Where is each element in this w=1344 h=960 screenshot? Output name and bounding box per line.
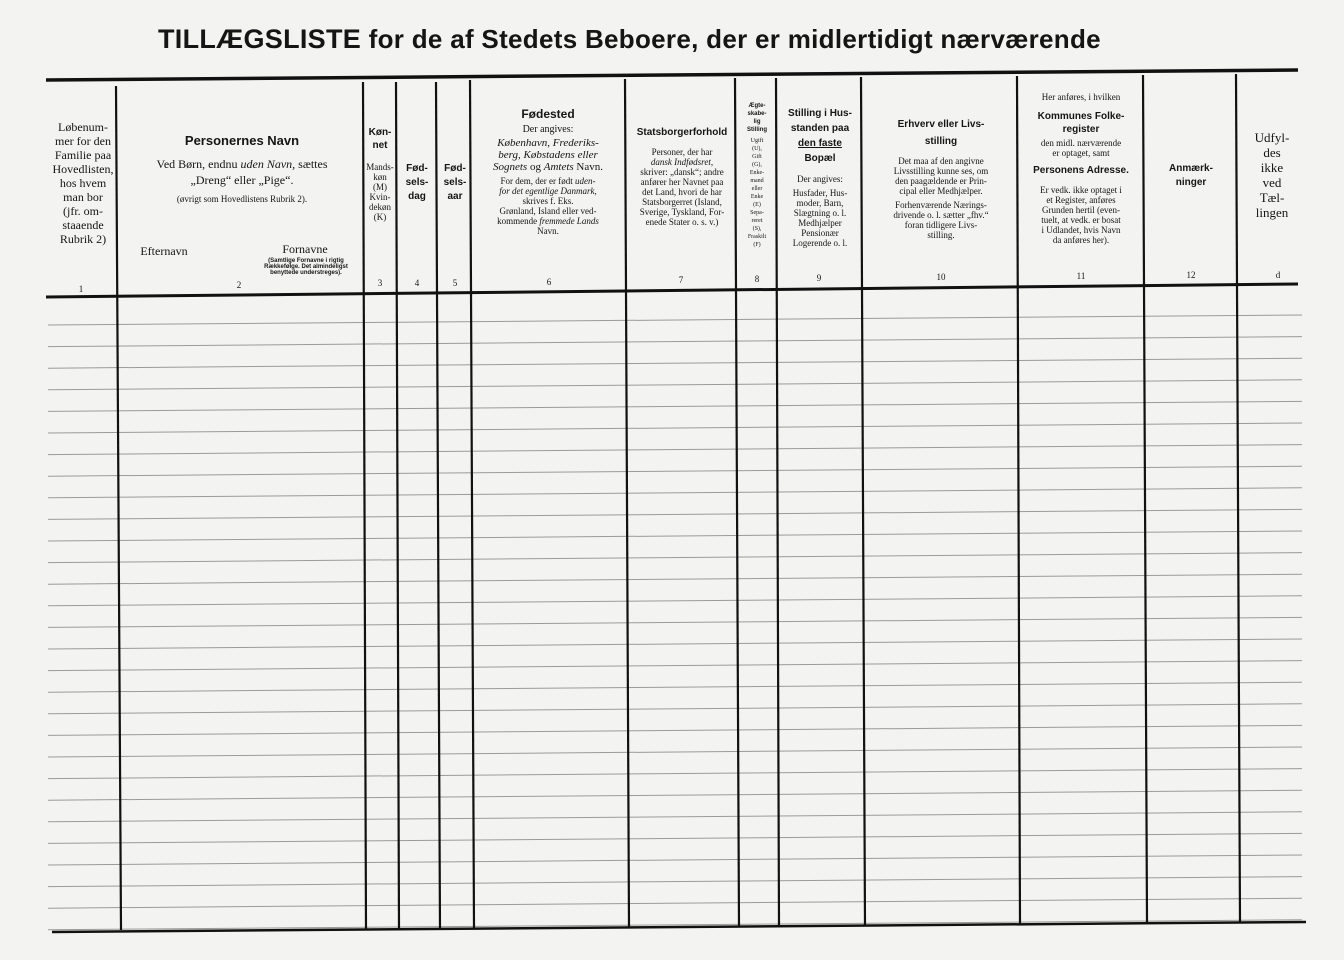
col2-text: sættes [295,157,328,171]
col2-note-line: Rækkefølge. Det almindeligst [264,264,348,270]
col-number: 7 [678,275,684,285]
entry-row-rule [48,682,1302,692]
col10-line: Det maa af den angivne [898,156,984,166]
col12-heading: Anmærk- [1169,163,1213,174]
entry-row-rule [48,380,1302,390]
col8-heading: skabe- [747,111,767,117]
col7-line: det Land, hvori de har [642,187,722,197]
col6-line: Navn. [537,226,559,236]
col-number: 9 [816,273,822,283]
entry-row-rule [48,855,1302,865]
col7-line: Sverige, Tyskland, For- [639,207,725,217]
row-rules [48,315,1302,930]
col6-text: uden- [574,176,596,186]
col8-line: reret [751,218,763,224]
col7-line: Personer, der har [651,147,713,157]
column-rule [396,82,399,930]
entry-row-rule [48,509,1302,519]
col4-header [398,162,436,204]
col2-note-line: benyttede understreges). [270,270,342,276]
col3-heading: net [372,140,388,151]
col10-header [864,116,1018,240]
col10-line: drivende o. l. sætter „fhv.“ [893,210,989,220]
col11-line: er optaget, samt [1052,148,1110,158]
entry-row-rule [48,747,1302,757]
col5-line: sels- [443,177,467,188]
col-number: 8 [754,274,760,284]
col2-line2: „Dreng“ eller „Pige“. [190,173,294,187]
col2-text: Ved Børn, endnu [156,157,241,171]
col11-line: i Udlandet, hvis Navn [1041,225,1121,235]
entry-row-rule [48,661,1302,671]
col5-line: aar [447,191,463,202]
col2-firstname-note [236,258,376,276]
col8-heading: Ægte- [748,103,766,109]
entry-row-rule [48,617,1302,627]
entry-row-rule [48,725,1302,735]
col8-line: (F) [753,242,761,248]
col1-line: Løbenum- [58,120,108,134]
col11-line: Er vedk. ikke optaget i [1040,185,1122,195]
col2-line1 [122,156,362,172]
col9-heading: standen paa [790,123,850,134]
col6-header [472,108,624,236]
col1-line: hos hvem [59,176,107,190]
col6-text: Amtets [543,161,574,173]
col9-heading: Bopæl [804,153,836,164]
col6-line: København, Frederiks- [497,137,599,149]
col-number: 6 [546,277,552,287]
entry-row-rule [48,769,1302,779]
col9-line: Der angives: [797,174,843,184]
col7-line: dansk Indfødsret, [650,157,714,167]
col9-line: Medhjælper [798,218,842,228]
col6-line [472,176,624,186]
col-number: d [1275,270,1281,280]
col1-line: Familie paa [54,148,112,162]
cold-header [1240,130,1304,220]
col3-header [364,126,396,222]
col9-line: Pensionær [801,228,839,238]
col2-surname-label: Efternavn [140,244,188,258]
col10-line: stilling. [927,230,955,240]
col6-line [472,161,624,173]
form-title-main: TILLÆGSLISTE [158,24,362,54]
col1-line: staaende [62,218,104,232]
col8-heading: lig [753,119,761,125]
col9-heading: Stilling i Hus- [788,108,852,119]
col9-heading: den faste [798,138,842,149]
entry-row-rule [48,812,1302,822]
col11-line: da anføres her). [1052,235,1110,245]
entry-row-rule [48,704,1302,714]
col10-line: Livsstilling kunne ses, om [893,166,989,176]
col6-line [472,216,624,226]
column-rule [1143,75,1147,922]
col6-heading: Fødested [521,107,575,121]
col10-heading: stilling [924,136,958,147]
col5-header [438,162,472,204]
entry-row-rule [48,790,1302,800]
col8-line: Sepa- [750,210,764,216]
col6-line: berg, Købstadens eller [498,149,598,161]
col6-line: skrives f. Eks. [522,196,574,206]
col11-heading: Personens Adresse. [1033,165,1129,176]
col8-line: Ugift [750,138,764,144]
col8-line: Fraskilt [747,234,767,240]
col-number: 11 [1076,271,1086,281]
entry-row-rule [48,596,1302,606]
entry-row-rule [48,877,1302,887]
col10-line: foran tidligere Livs- [904,220,978,230]
col10-line: Forhenværende Nærings- [895,200,987,210]
col-number: 4 [414,278,420,288]
entry-row-rule [48,401,1302,411]
col4-line: sels- [405,177,429,188]
column-rule [436,82,440,930]
entry-row-rule [48,639,1302,649]
col3-line: dekøn [369,202,391,212]
col8-line: (U), [752,146,762,152]
col2-header [122,134,362,204]
col8-line: eller [751,186,763,192]
entry-row-rule [48,445,1302,455]
col3-line: (K) [373,212,387,222]
entry-row-rule [48,920,1302,930]
col8-line: (E) [753,202,761,208]
col7-header [628,126,736,227]
col1-line: man bor [63,190,103,204]
col-number: 3 [377,278,383,288]
entry-row-rule [48,488,1302,498]
col7-line: anfører her Navnet paa [640,177,724,187]
col11-line: Her anføres, i hvilken [1041,92,1121,102]
entry-row-rule [48,833,1302,843]
col4-line: dag [408,191,426,202]
col-number: 5 [452,278,458,288]
form-title-rest: for de af Stedets Beboere, der er midlertidigt nærværende [368,24,1101,54]
col1-line: Rubrik 2) [59,232,107,246]
col9-line: Slægtning o. l. [793,208,847,218]
col3-heading: Køn- [368,127,392,138]
col6-text: Sognets [492,161,528,173]
entry-row-rule [48,531,1302,541]
col11-line: Grunden hertil (even- [1042,205,1120,215]
col8-heading: Stilling [747,127,767,133]
col9-header [778,106,862,248]
col-number: 2 [236,280,242,290]
col2-text: uden Navn, [240,157,296,171]
col3-line: Kvin- [369,192,391,202]
col6-text: kommende [497,216,540,226]
col8-line: Enke- [749,170,765,176]
col7-line: Statsborgerret (Island, [642,197,722,207]
entry-row-rule [48,423,1302,433]
col12-header [1146,162,1236,190]
col8-line: (S), [752,226,762,232]
col1-line: Hovedlisten, [52,162,114,176]
col-number: 1 [78,284,84,294]
col10-line: cipal eller Medhjælper. [899,186,983,196]
entry-row-rule [48,315,1302,325]
col3-line: Mands- [366,162,394,172]
entry-row-rule [48,898,1302,908]
entry-row-rule [48,553,1302,563]
col2-note-line: (Samtlige Fornavne i rigtig [268,258,344,264]
col1-header [46,120,120,246]
col2-firstname-label: Fornavne [282,242,328,256]
col6-line: Der angives: [522,124,574,135]
col6-text: og [527,161,544,173]
col2-heading: Personernes Navn [184,133,300,148]
col8-line: mand [750,178,764,184]
entry-row-rule [48,337,1302,347]
col1-line: (jfr. om- [63,204,103,218]
cold-line: Udfyl- [1254,130,1290,145]
col7-heading: Statsborgerforhold [636,127,728,138]
col12-heading: ninger [1175,177,1207,188]
col6-text: Navn. [573,161,603,173]
col2-line3: (øvrigt som Hovedlistens Rubrik 2). [176,194,308,204]
cold-line: Tæl- [1259,190,1285,205]
col11-heading: Kommunes Folke- [1037,111,1125,122]
col8-line: (G), [752,162,762,168]
entry-row-rule [48,466,1302,476]
col1-line: mer for den [55,134,111,148]
cold-line: ikke [1260,160,1284,175]
col3-line: køn [373,172,387,182]
col4-line: Fød- [406,163,428,174]
col9-line: Logerende o. l. [792,238,848,248]
col7-line: skriver: „dansk“; andre [640,167,724,177]
col6-text: fremmede Lands [539,216,599,226]
col10-line: den paagældende er Prin- [895,176,987,186]
col11-heading: register [1062,124,1100,135]
col9-line: moder, Barn, [796,198,844,208]
col11-line: et Register, anføres [1046,195,1116,205]
col11-line: tuelt, at vedk. er bosat [1041,215,1121,225]
cold-line: ved [1262,175,1282,190]
col10-heading: Erhverv eller Livs- [897,119,985,130]
col-number: 10 [936,272,946,282]
col7-line: enede Stater o. s. v.) [645,217,719,227]
col6-text: For dem, der er født [500,176,575,186]
col8-header [738,102,776,249]
col5-line: Fød- [444,163,466,174]
cold-line: des [1263,145,1281,160]
col9-line: Husfader, Hus- [792,188,848,198]
entry-row-rule [48,358,1302,368]
cold-line: lingen [1255,205,1289,220]
col6-line: for det egentlige Danmark, [499,186,597,196]
col11-line: den midl. nærværende [1040,138,1122,148]
col11-header [1020,92,1142,245]
col-number: 12 [1186,270,1196,280]
col3-line: (M) [373,182,387,192]
col6-line: Grønland, Island eller ved- [499,206,597,216]
col8-line: Enke [750,194,764,200]
col8-line: Gift [752,154,762,160]
entry-row-rule [48,574,1302,584]
